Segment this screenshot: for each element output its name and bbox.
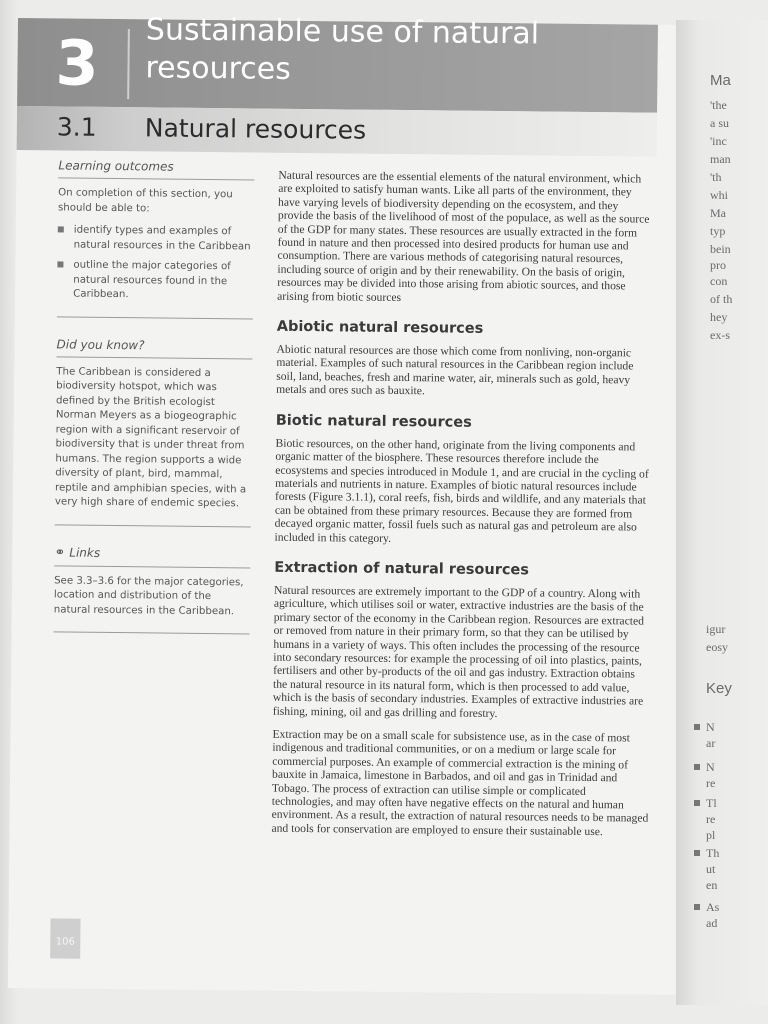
learning-outcome-text: identify types and examples of natural resources in the Caribbean [73,224,251,252]
extraction-heading: Extraction of natural resources [274,559,530,579]
facing-page-bullet-icon [694,850,700,856]
facing-page-text-fragment: re [706,812,716,826]
extraction-paragraph-1: Natural resources are extremely important to the GDP of a country. Along with agriculture, which utilises soil or water, extractive industries are the basis of the primary sector of the economy in the Caribbean region. Resources are extracted or removed from nature in their primary form, so that they can be utilised by humans in a variety of ways. This often includes the processing of the resource into secondary resources: for example the processing of oil into plastics, paints, fertilisers and other by-products of the oil and gas industry. Extraction obtains the natural resource in its natural form, which is then processed to add value, which is the basis of secondary industries. Examples of extractive industries are fishing, mining, oil and gas drilling and forestry. [272,583,645,720]
facing-page-text-fragment: ex-s [710,328,730,342]
facing-page-text-fragment: 'inc [710,134,727,148]
facing-page-text-fragment: As [706,900,720,914]
facing-page-text-fragment: typ [710,224,726,238]
links-heading-row [54,545,250,568]
list-item [57,258,253,304]
facing-page-text-fragment: whi [710,188,728,202]
facing-page-text-fragment: man [710,152,731,166]
facing-page-text-fragment: bein [710,242,731,256]
facing-page-text-fragment: ar [706,736,716,750]
abiotic-paragraph: Abiotic natural resources are those which come from nonliving, non-organic material. Examples of such natural resources in the Caribbean region include soil, land, beaches, fresh and marine water, air, minerals such as gold, heavy metals and ores such as bauxite. [276,342,634,398]
facing-page-text-fragment: en [706,878,718,892]
links-icon: ⚭ [54,544,66,561]
learning-outcome-text: outline the major categories of natural resources found in the Caribbean. [73,259,231,301]
facing-page-bullet-icon [694,800,700,806]
did-you-know-text: The Caribbean is considered a biodiversity hotspot, which was defined by the British ecologist Norman Meyers as a biogeographic region with a significant reservoir of biodiversity that is under threat from humans. The region supports a wide diversity of plant, bird, mammal, reptile and amphibian species, with a very high share of endemic species. [54,365,247,510]
learning-outcomes-intro: On completion of this section, you should be able to: [57,187,233,214]
main-column [271,169,656,839]
sidebar-divider [57,316,253,319]
facing-page-text-fragment: 'th [710,170,722,184]
sidebar-divider [54,631,250,634]
learning-outcomes-heading: Learning outcomes [58,158,254,180]
sidebar [53,158,254,654]
did-you-know-heading: Did you know? [56,337,252,359]
chapter-title: Sustainable use of natural resources [145,12,540,87]
page-number: 106 [50,918,80,958]
facing-page-text-fragment: con [710,274,728,288]
facing-page-text-fragment: ad [706,916,718,930]
extraction-paragraph-2: Extraction may be on a small scale for subsistence use, as in the case of most indigenous and traditional communities, or on a medium or large scale for commercial purposes. An example of commercial extraction is the mining of bauxite in Jamaica, limestone in Barbados, and oil and gas in Trinidad and Tobago. The process of extraction can utilise simple or complicated technologies, and may often have negative effects on the natural and human environment. As a result, the extraction of natural resources needs to be managed and tools for conservation are employed to ensure their sustainable use. [271,727,649,839]
facing-page-text-fragment: re [706,776,716,790]
facing-page-text-fragment: of th [710,292,733,306]
facing-page-text-fragment: a su [710,116,729,130]
facing-page-text-fragment: Key [706,680,732,697]
list-item [58,223,254,254]
links-text: See 3.3–3.6 for the major categories, location and distribution of the natural resources in the Caribbean. [53,574,244,617]
facing-page-text-fragment: pro [710,258,726,272]
learning-outcomes-list [57,223,254,304]
facing-page-text-fragment: N [706,720,715,734]
facing-page-text-fragment: hey [710,310,728,324]
facing-page-text-fragment: Tl [706,796,717,810]
bullet-square-icon [57,261,63,267]
facing-page-text-fragment: igur [706,622,726,636]
facing-page-text-fragment: Ma [710,72,731,89]
chapter-header-band [17,12,658,113]
facing-page-text-fragment: N [706,760,715,774]
intro-paragraph: Natural resources are the essential elements of the natural environment, which are exploited to satisfy human wants. Like all parts of the environment, they have varying levels of biodiversity depending on the ecosystem, and they provide the basis of the livelihood of most of the populace, as well as the source of the GDP for many states. These resources are usually extracted in the form found in nature and then processed into desired products for human use and consumption. There are various methods of categorising natural resources, including source of origin and by their renewability. On the basis of origin, resources may be divided into those arising from abiotic sources, and those arising from biotic sources [277,168,650,304]
facing-page-strip [676,20,768,1005]
facing-page-text-fragment: ut [706,862,716,876]
facing-page-bullet-icon [694,904,700,910]
facing-page-text-fragment: pl [706,828,716,842]
links-heading: Links [69,545,101,560]
chapter-divider [127,29,130,99]
chapter-number: 3 [55,26,98,100]
biotic-heading: Biotic natural resources [275,412,472,431]
facing-page-bullet-icon [694,724,700,730]
facing-page-text-fragment: eosy [706,640,728,654]
section-header-band [17,106,657,157]
bullet-square-icon [58,226,64,232]
section-title: Natural resources [144,113,367,145]
abiotic-heading: Abiotic natural resources [276,318,484,337]
facing-page-text-fragment: Th [706,846,720,860]
biotic-paragraph: Biotic resources, on the other hand, originate from the living components and organic matter of the biosphere. These resources therefore include the ecosystems and species introduced in Module 1, and are crucial in the cycling of materials and nutrients in nature. Examples of biotic natural resources include forests (Figure 3.1.1), coral reefs, fish, birds and wildlife, and any materials that can be obtained from these primary resources. Because they are formed from decayed organic matter, fossil fuels such as natural gas and petroleum are also included in this category. [274,436,649,545]
textbook-page [8,12,690,995]
facing-page-text-fragment: Ma [710,206,726,220]
sidebar-divider [55,524,251,527]
section-number: 3.1 [56,112,97,142]
facing-page-bullet-icon [694,764,700,770]
facing-page-text-fragment: 'the [710,98,727,112]
